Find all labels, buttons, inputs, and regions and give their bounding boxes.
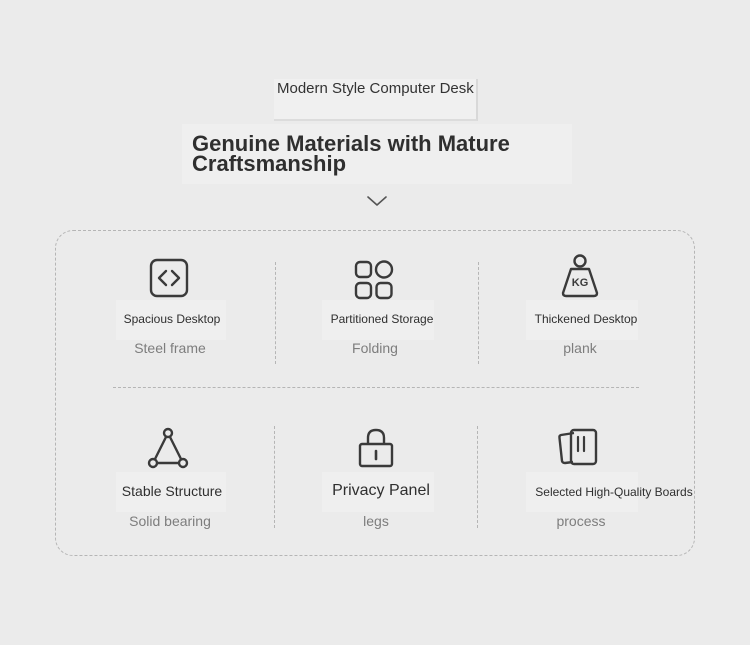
feature-label: Stable Structure <box>121 483 223 499</box>
boards-icon <box>557 427 599 469</box>
grid-icon <box>354 259 396 301</box>
page-headline: Genuine Materials with Mature Craftsmanship <box>192 131 510 176</box>
feature-label: Privacy Panel <box>332 482 430 499</box>
page-subtitle: Modern Style Computer Desk <box>277 80 474 97</box>
feature-label: Thickened Desktop <box>534 312 638 326</box>
code-brackets-icon <box>148 257 190 299</box>
column-divider <box>274 426 275 528</box>
row-divider <box>113 387 639 388</box>
feature-label: Selected High-Quality Boards <box>535 485 693 499</box>
feature-label: Spacious Desktop <box>123 312 221 326</box>
feature-sub: Folding <box>352 340 398 356</box>
feature-sub: process <box>556 513 606 529</box>
column-divider <box>478 262 479 364</box>
feature-label: Partitioned Storage <box>330 312 434 326</box>
feature-sub: Steel frame <box>134 340 206 356</box>
column-divider <box>275 262 276 364</box>
kg-text: KG <box>571 277 589 289</box>
feature-sub: plank <box>563 340 597 356</box>
feature-sub: Solid bearing <box>129 513 211 529</box>
chevron-down-icon <box>366 194 388 208</box>
weight-kg-icon <box>559 253 601 299</box>
column-divider <box>477 426 478 528</box>
triangle-nodes-icon <box>147 427 189 469</box>
lock-icon <box>356 427 396 469</box>
feature-sub: legs <box>363 513 389 529</box>
